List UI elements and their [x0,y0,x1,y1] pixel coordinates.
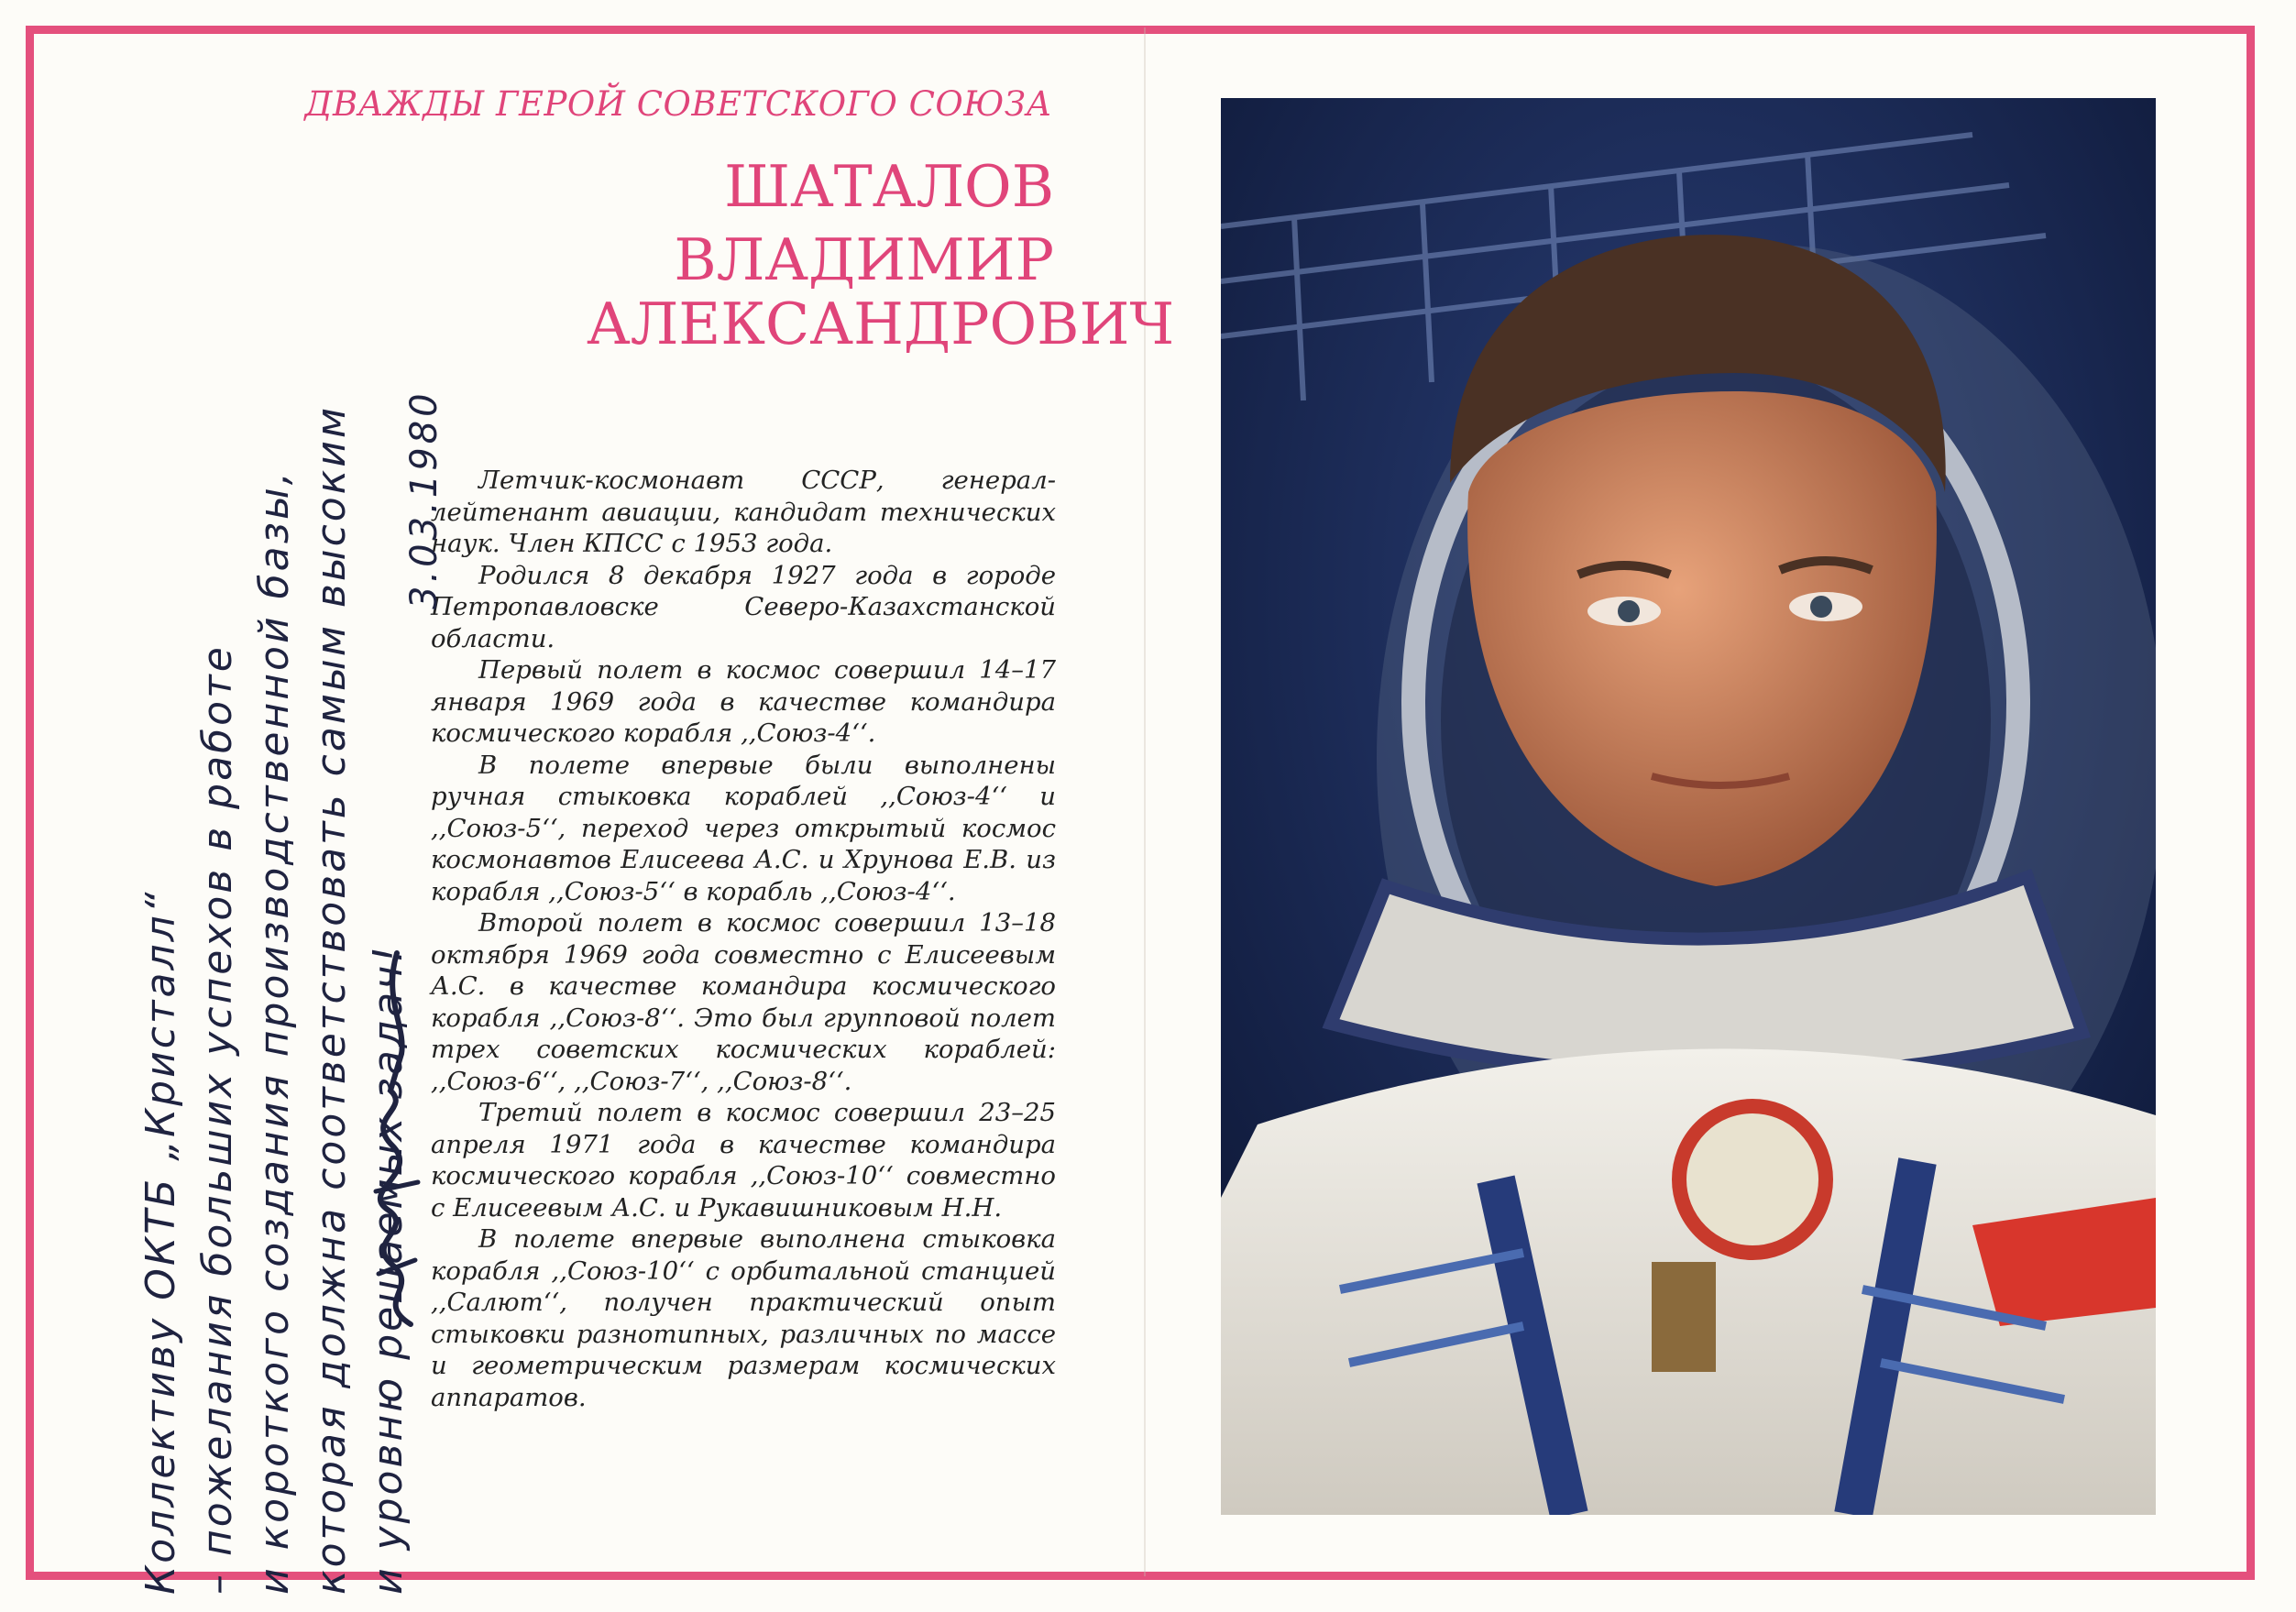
cosmonaut-portrait [1221,98,2156,1515]
bio-paragraph: Летчик-космонавт СССР, генерал-лейтенант авиации, кандидат технических наук. Член КПСС с 1953 года. [431,466,1056,558]
dedication-line: Коллективу ОКТБ „Кристалл“ [137,889,184,1595]
portrait-illustration [1221,98,2156,1515]
handwritten-dedication [133,0,426,1595]
bio-paragraph: Третий полет в космос совершил 23–25 апреля 1971 года в качестве командира космического корабля ,,Союз-10‘‘ совместно с Елисеевым А.С. и Рукавишниковым Н.Н. [431,1098,1056,1223]
dedication-line: – пожелания больших успехов в работе [194,644,241,1595]
bio-paragraph: Родился 8 декабря 1927 года в городе Петропавловске Северо-Казахстанской области. [431,560,1056,653]
dedication-line: и короткого создания производственной базы, [251,469,298,1595]
bio-paragraph: В полете впервые были выполнены ручная стыковка кораблей ,,Союз-4‘‘ и ,,Союз-5‘‘, переход через открытый космос космонавтов Елисеева А.С. и Хрунова Е.В. из корабля ,,Союз-5‘‘ в корабль ,,Союз-4‘‘. [431,750,1056,906]
biography-text [431,465,1056,1413]
bio-paragraph: Первый полет в космос совершил 14–17 января 1969 года в качестве командира космического корабля ,,Союз-4‘‘. [431,655,1056,748]
bio-paragraph: Второй полет в космос совершил 13–18 октября 1969 года совместно с Елисеевым А.С. в качестве командира космического корабля ,,Союз-8‘‘. Это был групповой полет трех советских космических кораблей: ,,Союз-6‘‘, ,,Союз-7‘‘, ,,Союз-8‘‘. [431,908,1056,1096]
hero-title: ДВАЖДЫ ГЕРОЙ СОВЕТСКОГО СОЮЗА [304,84,1052,124]
page-fold [1144,27,1146,1576]
patronymic: АЛЕКСАНДРОВИЧ [587,291,1175,357]
signature [365,944,429,1329]
surname: ШАТАЛОВ [724,153,1054,220]
handwritten-date: 3.03.1980 [403,389,445,609]
dedication-line: и уровню решаемых задач! [365,944,412,1595]
first-name: ВЛАДИМИР [674,226,1054,293]
bio-paragraph: В полете впервые выполнена стыковка корабля ,,Союз-10‘‘ с орбитальной станцией ,,Салют‘‘, получен практический опыт стыковки разнотипных, различных по массе и геометрическим размерам космических аппаратов. [431,1224,1056,1412]
dedication-line: которая должна соответствовать самым высоким [308,404,355,1595]
